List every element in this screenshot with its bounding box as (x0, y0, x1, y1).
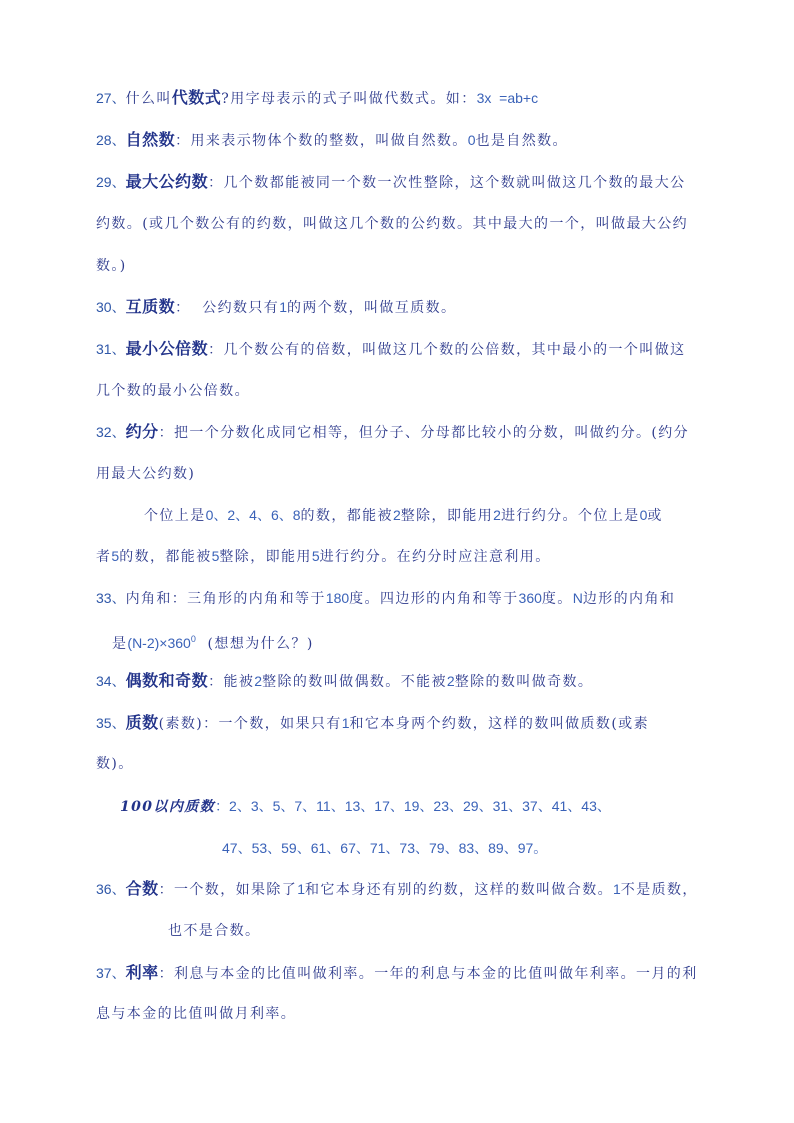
term-even-odd: 偶数和奇数 (125, 671, 209, 690)
item-35-line-2: 数)。 (96, 756, 134, 772)
item-31: 31、最小公倍数：几个数公有的倍数，叫做这几个数的公倍数，其中最小的一个叫做这 (96, 339, 686, 358)
primes-under-100 (120, 796, 611, 817)
term-prime: 质数 (125, 713, 159, 732)
item-32-line-2: 用最大公约数) (96, 466, 196, 482)
item-37-line-2: 息与本金的比值叫做月利率。 (96, 1006, 297, 1022)
item-29: 29、最大公约数：几个数都能被同一个数一次性整除，这个数就叫做这几个数的最大公 (96, 172, 686, 191)
primes-label: 100以内质数 (120, 799, 216, 815)
degree-superscript: 0 (190, 634, 196, 644)
item-32: 32、约分：把一个分数化成同它相等，但分子、分母都比较小的分数，叫做约分。(约分 (96, 422, 690, 441)
term-lcm: 最小公倍数 (125, 339, 209, 358)
primes-list-2: 47、53、59、61、67、71、73、79、83、89、97。 (222, 840, 548, 856)
item-28: 28、自然数：用来表示物体个数的整数，叫做自然数。0也是自然数。 (96, 130, 568, 149)
term-reduction: 约分 (125, 422, 159, 441)
term-interest-rate: 利率 (125, 963, 159, 982)
item-number: 27、 (96, 90, 126, 106)
item-35: 35、质数(素数)：一个数，如果只有1和它本身两个约数，这样的数叫做质数(或素 (96, 713, 649, 732)
item-34: 34、偶数和奇数：能被2整除的数叫做偶数。不能被2整除的数叫做奇数。 (96, 671, 594, 690)
item-31-line-2: 几个数的最小公倍数。 (96, 383, 250, 399)
item-29-line-2: 约数。(或几个数公有的约数，叫做这几个数的公约数。其中最大的一个，叫做最大公约 (96, 216, 689, 232)
term-gcd: 最大公约数 (125, 172, 209, 191)
item-37: 37、利率：利息与本金的比值叫做利率。一年的利息与本金的比值叫做年利率。一月的利 (96, 963, 698, 982)
item-30: 30、互质数： 公约数只有1的两个数，叫做互质数。 (96, 297, 457, 316)
item-36: 36、合数：一个数，如果除了1和它本身还有别的约数，这样的数叫做合数。1不是质数， (96, 879, 698, 898)
item-33-line-2: 是$(N-2)\times 360^0$ (想想为什么？) (112, 634, 314, 652)
item-33: 33、内角和：三角形的内角和等于180度。四边形的内角和等于360度。N边形的内角和 (96, 590, 676, 607)
term-algebraic-expression: 代数式 (171, 88, 222, 107)
term-natural-number: 自然数 (125, 130, 176, 149)
term-composite: 合数 (125, 879, 159, 898)
item-32-paragraph-2: 者5的数，都能被5整除，即能用5进行约分。在约分时应注意利用。 (96, 548, 551, 565)
item-36-line-2: 也不是合数。 (168, 923, 261, 939)
item-29-line-3: 数。) (96, 258, 127, 274)
term-coprime: 互质数 (125, 297, 176, 316)
item-32-paragraph-1: 个位上是0、2、4、6、8的数，都能被2整除，即能用2进行约分。个位上是0或 (144, 507, 663, 524)
term-interior-angle-sum: 内角和 (125, 591, 172, 607)
primes-list-1: ：2、3、5、7、11、13、17、19、23、29、31、37、41、43、 (215, 798, 611, 814)
item-27: 27、什么叫代数式?用字母表示的式子叫做代数式。如：3x =ab+c (96, 88, 539, 107)
example-formula: 3x =ab+c (476, 90, 539, 106)
